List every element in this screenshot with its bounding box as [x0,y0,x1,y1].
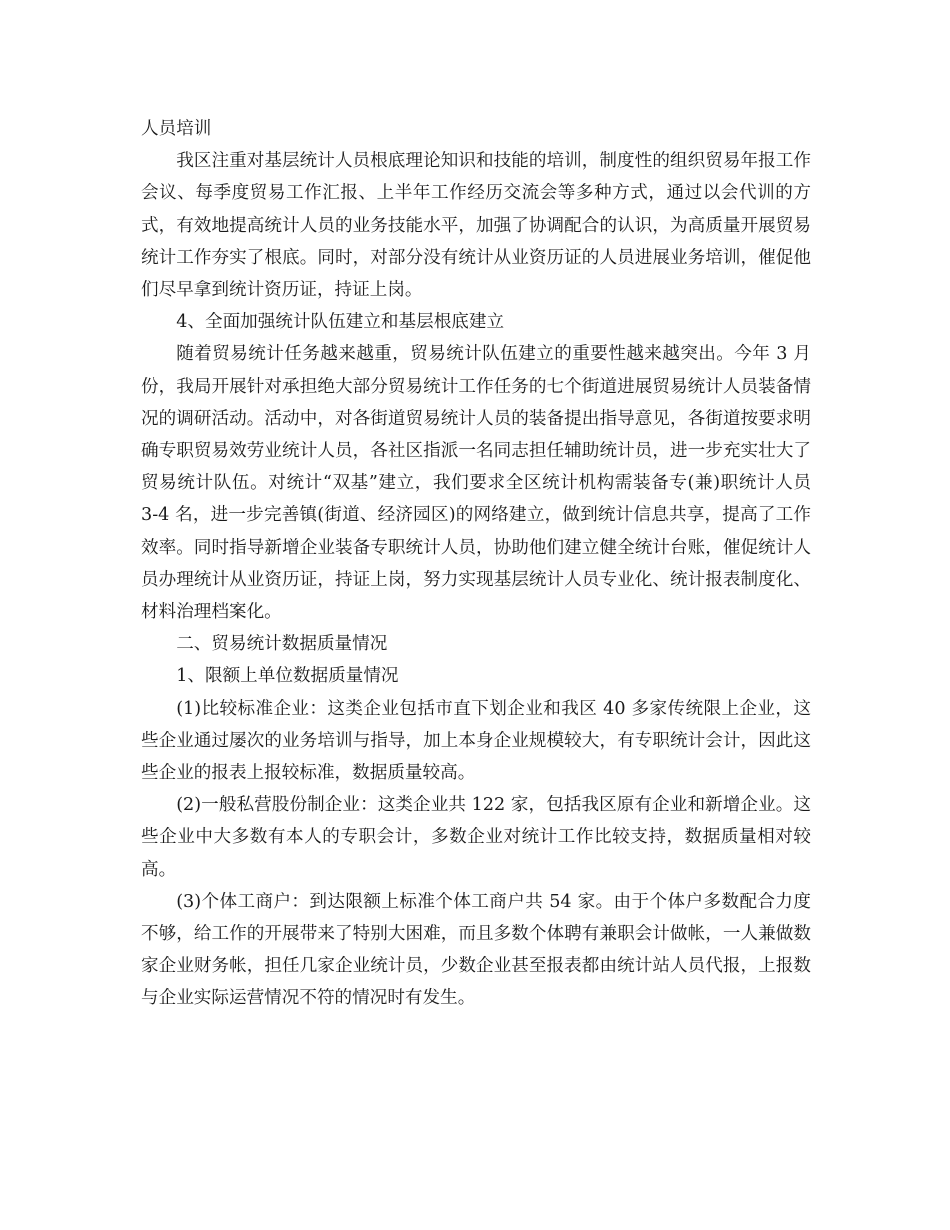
paragraph-team-building-body: 随着贸易统计任务越来越重，贸易统计队伍建立的重要性越来越突出。今年 3 月份，我局开展针对承担绝大部分贸易统计工作任务的七个街道进展贸易统计人员装备情况的调研活动。活动中，对各街道贸易统计人员的装备提出指导意见，各街道按要求明确专职贸易效劳业统计人员，各社区指派一名同志担任辅助统计员，进一步充实壮大了贸易统计队伍。对统计“双基”建立，我们要求全区统计机构需装备专(兼)职统计人员 3-4 名，进一步完善镇(街道、经济园区)的网络建立，做到统计信息共享，提高了工作效率。同时指导新增企业装备专职统计人员，协助他们建立健全统计台账，催促统计人员办理统计从业资历证，持证上岗，努力实现基层统计人员专业化、统计报表制度化、材料治理档案化。 [141,344,811,623]
paragraph-training-body: 我区注重对基层统计人员根底理论知识和技能的培训，制度性的组织贸易年报工作会议、每季度贸易工作汇报、上半年工作经历交流会等多种方式，通过以会代训的方式，有效地提高统计人员的业务技能水平，加强了协调配合的认识，为高质量开展贸易统计工作夯实了根底。同时，对部分没有统计从业资历证的人员进展业务培训，催促他们尽早拿到统计资历证，持证上岗。 [141,151,811,301]
paragraph-private-enterprises: (2)一般私营股份制企业：这类企业共 122 家，包括我区原有企业和新增企业。这些企业中大多数有本人的专职会计，多数企业对统计工作比较支持，数据质量相对较高。 [141,795,811,880]
document-body [141,113,811,1015]
paragraph-section-2-heading: 二、贸易统计数据质量情况 [176,634,388,655]
paragraph-subsection-1-heading: 1、限额上单位数据质量情况 [176,666,399,687]
paragraph-standard-enterprises: (1)比较标准企业：这类企业包括市直下划企业和我区 40 多家传统限上企业，这些企业通过屡次的业务培训与指导，加上本身企业规模较大，有专职统计会计，因此这些企业的报表上报较标准，数据质量较高。 [141,698,811,784]
paragraph-individual-businesses: (3)个体工商户：到达限额上标准个体工商户共 54 家。由于个体户多数配合力度不够，给工作的开展带来了特别大困难，而且多数个体聘有兼职会计做帐，一人兼做数家企业财务帐，担任几家企业统计员，少数企业甚至报表都由统计站人员代报，上报数与企业实际运营情况不符的情况时有发生。 [141,891,811,1009]
paragraph-section-4-heading: 4、全面加强统计队伍建立和基层根底建立 [176,312,505,333]
paragraph-personnel-training-heading: 人员培训 [141,119,212,139]
